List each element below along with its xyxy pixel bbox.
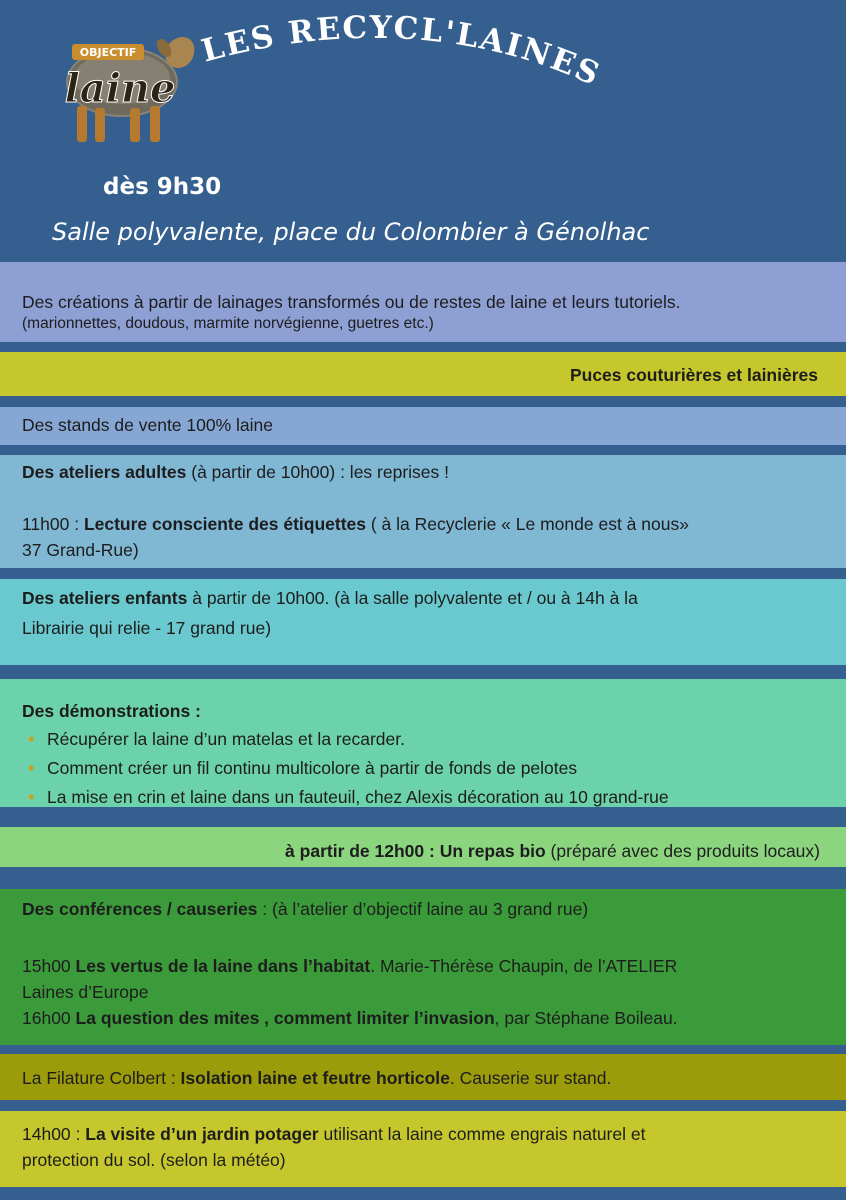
conf1-title: Les vertus de la laine dans l’habitat [75, 956, 371, 976]
filature-rest: . Causerie sur stand. [449, 1068, 612, 1088]
conf1-time: 15h00 [22, 956, 76, 976]
adultes-item: Lecture consciente des étiquettes [83, 514, 366, 534]
conf2-rest: , par Stéphane Boileau. [494, 1008, 678, 1028]
section-repas [0, 827, 846, 867]
svg-text:LES RECYCL'LAINES [198, 10, 606, 94]
adultes-item-rest: ( à la Recyclerie « Le monde est à nous» [366, 514, 689, 534]
event-place: Salle polyvalente, place du Colombier à Génolhac [52, 218, 650, 246]
filature-pre: La Filature Colbert : [22, 1068, 181, 1088]
list-item: • La mise en crin et laine dans un fauteuil, chez Alexis décoration au 10 grand-rue [22, 783, 824, 807]
demos-title: Des démonstrations : [22, 701, 201, 721]
visite-rest: utilisant la laine comme engrais naturel et [318, 1124, 646, 1144]
list-item: • Comment créer un fil continu multicolore à partir de fonds de pelotes [22, 754, 824, 783]
section-creations [0, 262, 846, 342]
adultes-title: Des ateliers adultes [22, 462, 187, 482]
conf2-time: 16h00 [22, 1008, 76, 1028]
section-puces [0, 352, 846, 396]
section-visite [0, 1111, 846, 1187]
enfants-rest: à partir de 10h00. (à la salle polyvalente et / ou à 14h à la [187, 588, 638, 608]
adultes-line3: 37 Grand-Rue) [22, 540, 139, 560]
puces-label: Puces couturières et lainières [569, 365, 818, 385]
visite-line2: protection du sol. (selon la météo) [22, 1150, 286, 1170]
page-title-text: LES RECYCL'LAINES [197, 9, 607, 94]
section-conferences [0, 889, 846, 1045]
creations-line2: (marionnettes, doudous, marmite norvégienne, guetres etc.) [22, 315, 434, 332]
repas-bold: à partir de 12h00 : Un repas bio [285, 841, 546, 861]
visite-time: 14h00 : [22, 1124, 86, 1144]
list-item: • Récupérer la laine d’un matelas et la recarder. [22, 725, 824, 754]
section-filature [0, 1054, 846, 1100]
logo-brand: laine [64, 65, 176, 112]
visite-bold: La visite d’un jardin potager [85, 1124, 319, 1144]
conf1-line2: Laines d’Europe [22, 982, 149, 1002]
conf2-title: La question des mites , comment limiter l’invasion [75, 1008, 495, 1028]
creations-line1: Des créations à partir de lainages transformés ou de restes de laine et leurs tutoriels. [22, 292, 681, 312]
section-adultes [0, 455, 846, 568]
filature-bold: Isolation laine et feutre horticole [180, 1068, 450, 1088]
section-demos [0, 679, 846, 807]
stands-label: Des stands de vente 100% laine [22, 415, 273, 435]
adultes-time: 11h00 : [22, 514, 84, 534]
conf1-rest: . Marie-Thérèse Chaupin, de l’ATELIER [370, 956, 678, 976]
event-time: dès 9h30 [103, 174, 222, 200]
conferences-title: Des conférences / causeries [22, 899, 258, 919]
enfants-title: Des ateliers enfants [22, 588, 188, 608]
conferences-rest: : (à l’atelier d’objectif laine au 3 grand rue) [257, 899, 589, 919]
section-enfants [0, 579, 846, 665]
adultes-rest: (à partir de 10h00) : les reprises ! [186, 462, 450, 482]
repas-rest: (préparé avec des produits locaux) [545, 841, 820, 861]
enfants-line2: Librairie qui relie - 17 grand rue) [22, 618, 272, 638]
logo-top-text: OBJECTIF [79, 46, 137, 59]
section-stands [0, 407, 846, 445]
